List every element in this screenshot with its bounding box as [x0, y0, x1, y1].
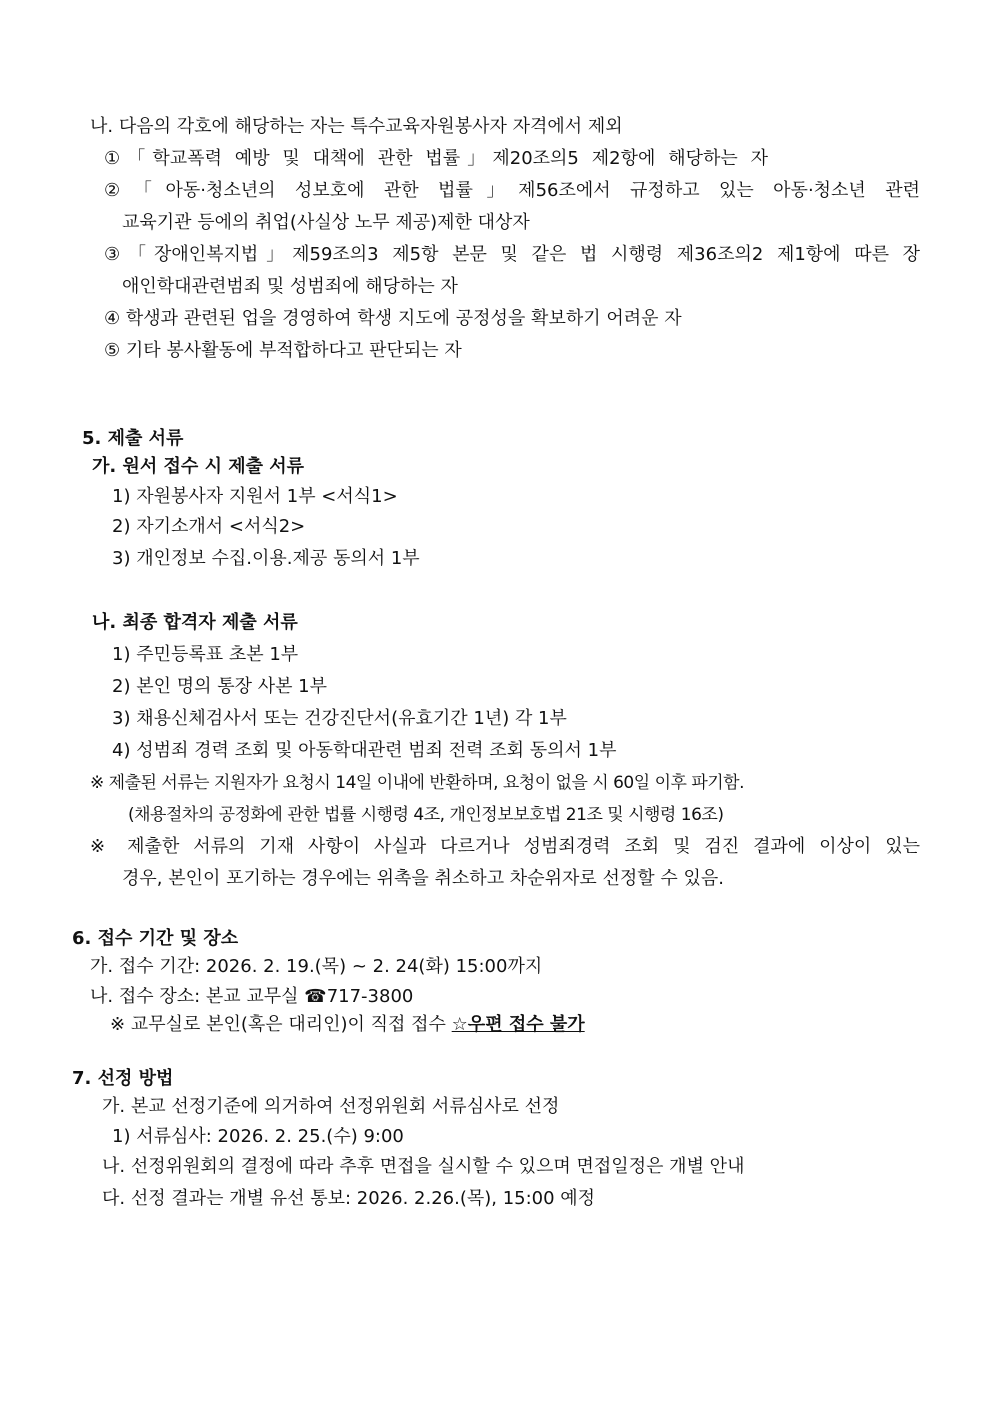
- phone-number: 717-3800: [326, 986, 414, 1007]
- exclusion-item-3: ③「장애인복지법」제59조의3 제5항 본문 및 같은 법 시행령 제36조의2 제1항에 따른 장: [104, 244, 920, 265]
- selection-c: 다. 선정 결과는 개별 유선 통보: 2026. 2.26.(목), 15:00 예정: [102, 1188, 596, 1209]
- reception-note: [110, 1012, 585, 1038]
- phone-icon: ☎: [304, 986, 327, 1007]
- doc-item: 1) 주민등록표 초본 1부: [112, 644, 299, 665]
- return-note: ※ 제출된 서류는 지원자가 요청시 14일 이내에 반환하며, 요청이 없을 시 60일 이후 파기함.: [90, 773, 744, 793]
- exclusion-item-2-cont: 교육기관 등에의 취업(사실상 노무 제공)제한 대상자: [122, 212, 530, 233]
- document-review-date: 1) 서류심사: 2026. 2. 25.(수) 9:00: [112, 1126, 404, 1147]
- section-7-title: 7. 선정 방법: [72, 1068, 174, 1089]
- return-note-cont: (채용절차의 공정화에 관한 법률 시행령 4조, 개인정보보호법 21조 및 시행령 16조): [128, 805, 724, 825]
- section-5a-heading: 가. 원서 접수 시 제출 서류: [92, 456, 305, 477]
- section-5b-heading: 나. 최종 합격자 제출 서류: [92, 612, 298, 633]
- selection-a: 가. 본교 선정기준에 의거하여 선정위원회 서류심사로 선정: [102, 1096, 560, 1117]
- reception-place: [90, 984, 413, 1010]
- doc-item: 3) 개인정보 수집.이용.제공 동의서 1부: [112, 548, 420, 569]
- cancel-note: ※ 제출한 서류의 기재 사항이 사실과 다르거나 성범죄경력 조회 및 검진 결과에 이상이 있는: [90, 836, 920, 857]
- exclusion-item-4: ④ 학생과 관련된 업을 경영하여 학생 지도에 공정성을 확보하기 어려운 자: [104, 308, 682, 329]
- exclusion-heading: 나. 다음의 각호에 해당하는 자는 특수교육자원봉사자 자격에서 제외: [90, 116, 623, 137]
- doc-item: 2) 자기소개서 <서식2>: [112, 516, 306, 537]
- doc-item: 4) 성범죄 경력 조회 및 아동학대관련 범죄 전력 조회 동의서 1부: [112, 740, 617, 761]
- doc-item: 3) 채용신체검사서 또는 건강진단서(유효기간 1년) 각 1부: [112, 708, 567, 729]
- no-mail-notice: ☆우편 접수 불가: [451, 1014, 585, 1035]
- cancel-note-cont: 경우, 본인이 포기하는 경우에는 위촉을 취소하고 차순위자로 선정할 수 있음.: [122, 868, 724, 889]
- section-6-title: 6. 접수 기간 및 장소: [72, 928, 239, 949]
- exclusion-item-2: ②「아동·청소년의 성보호에 관한 법률」제56조에서 규정하고 있는 아동·청소년 관련: [104, 180, 920, 201]
- exclusion-item-1: ①「학교폭력 예방 및 대책에 관한 법률」제20조의5 제2항에 해당하는 자: [104, 148, 768, 169]
- doc-item: 2) 본인 명의 통장 사본 1부: [112, 676, 328, 697]
- reception-note-text: ※ 교무실로 본인(혹은 대리인)이 직접 접수: [110, 1014, 452, 1035]
- exclusion-item-5: ⑤ 기타 봉사활동에 부적합하다고 판단되는 자: [104, 340, 462, 361]
- reception-place-label: 나. 접수 장소: 본교 교무실: [90, 986, 305, 1007]
- reception-period: 가. 접수 기간: 2026. 2. 19.(목) ~ 2. 24(화) 15:00까지: [90, 956, 543, 977]
- selection-b: 나. 선정위원회의 결정에 따라 추후 면접을 실시할 수 있으며 면접일정은 개별 안내: [102, 1156, 745, 1177]
- doc-item: 1) 자원봉사자 지원서 1부 <서식1>: [112, 486, 398, 507]
- exclusion-item-3-cont: 애인학대관련범죄 및 성범죄에 해당하는 자: [122, 276, 458, 297]
- section-5-title: 5. 제출 서류: [82, 428, 184, 449]
